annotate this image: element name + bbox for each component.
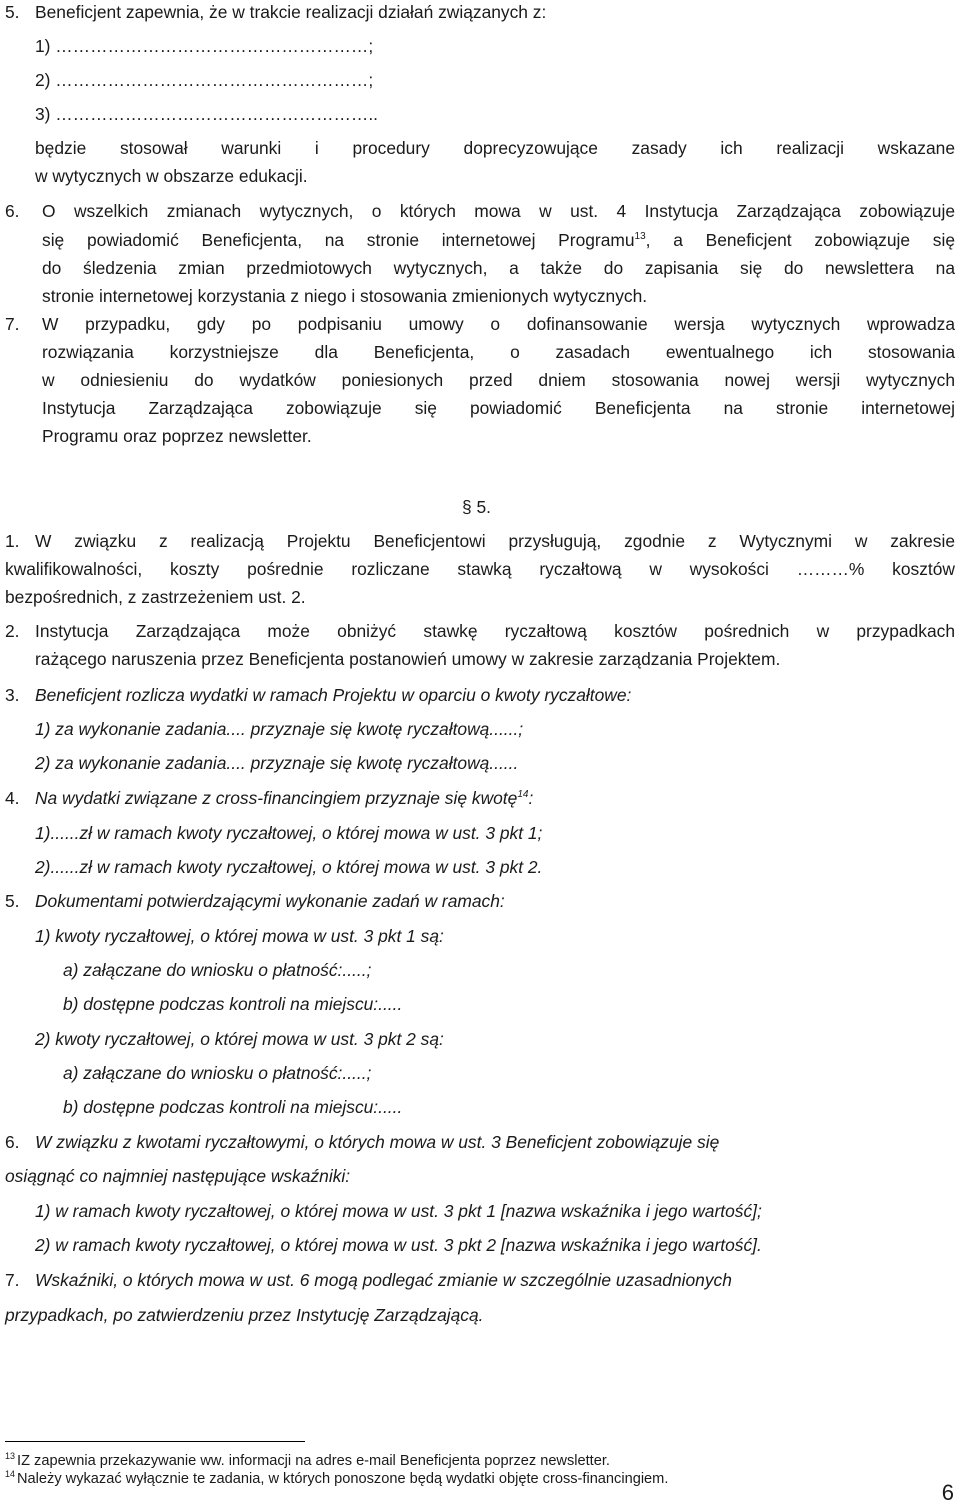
s5-point-5-item-1a: a) załączane do wniosku o płatność:.....; [63, 960, 372, 980]
s5-point-5-item-2b: b) dostępne podczas kontroli na miejscu:..... [63, 1097, 403, 1117]
footnote-13: $^{13}$ IZ zapewnia przekazywanie ww. informacji na adres e-mail Beneficjenta poprzez newsletter. [5, 1451, 610, 1469]
point-7-line-5: Programu oraz poprzez newsletter. [42, 426, 312, 446]
s5-point-6-line-2: osiągnąć co najmniej następujące wskaźniki: [5, 1166, 351, 1186]
point-5-text: Beneficjent zapewnia, że w trakcie realizacji działań związanych z: [35, 2, 547, 22]
s5-point-1-line-2: kwalifikowalności, koszty pośrednie rozliczane stawką ryczałtową w wysokości ………% kosztów [5, 559, 955, 579]
point-7-number: 7. [5, 314, 20, 334]
section-heading: § 5. [462, 497, 492, 517]
s5-point-7-line-1: Wskaźniki, o których mowa w ust. 6 mogą podlegać zmianie w szczególnie uzasadnionych [35, 1270, 732, 1290]
point-6-line-2: się powiadomić Beneficjenta, na stronie internetowej Programu$^{13}$, a Beneficjent zobowiązuje się [42, 230, 955, 250]
s5-point-1-number: 1. [5, 531, 20, 551]
s5-point-5-item-2: 2) kwoty ryczałtowej, o której mowa w ust. 3 pkt 2 są: [35, 1029, 444, 1049]
footnote-14: $^{14}$ Należy wykazać wyłącznie te zadania, w których ponoszone będą wydatki objęte cross-financingiem. [5, 1469, 669, 1487]
point-5-after-line-1: będzie stosował warunki i procedury doprecyzowujące zasady ich realizacji wskazane [35, 138, 955, 158]
s5-point-4-item-1: 1)......zł w ramach kwoty ryczałtowej, o której mowa w ust. 3 pkt 1; [35, 823, 543, 843]
s5-point-1-line-1: W związku z realizacją Projektu Beneficjentowi przysługują, zgodnie z Wytycznymi w zakresie [35, 531, 955, 551]
footnote-ref-13: 13 [634, 231, 646, 242]
footnote-separator [5, 1441, 305, 1442]
point-5-item-3: 3) ……………………………………………….. [35, 104, 378, 124]
s5-point-2-line-1: Instytucja Zarządzająca może obniżyć stawkę ryczałtową kosztów pośrednich w przypadkach [35, 621, 955, 641]
s5-point-5-item-1b: b) dostępne podczas kontroli na miejscu:..... [63, 994, 403, 1014]
s5-point-7-number: 7. [5, 1270, 20, 1290]
s5-point-7-line-2: przypadkach, po zatwierdzeniu przez Instytucję Zarządzającą. [5, 1305, 484, 1325]
s5-point-3-item-1: 1) za wykonanie zadania.... przyznaje się kwotę ryczałtową......; [35, 719, 524, 739]
s5-point-6-line-1: W związku z kwotami ryczałtowymi, o których mowa w ust. 3 Beneficjent zobowiązuje się [35, 1132, 720, 1152]
point-7-line-4: Instytucja Zarządzająca zobowiązuje się powiadomić Beneficjenta na stronie internetowej [42, 398, 955, 418]
s5-point-5-item-2a: a) załączane do wniosku o płatność:.....; [63, 1063, 372, 1083]
s5-point-5-text: Dokumentami potwierdzającymi wykonanie zadań w ramach: [35, 891, 505, 911]
point-7-line-3: w odniesieniu do wydatków poniesionych przed dniem stosowania nowej wersji wytycznych [42, 370, 955, 390]
s5-point-2-line-2: rażącego naruszenia przez Beneficjenta postanowień umowy w zakresie zarządzania Projektem. [35, 649, 781, 669]
s5-point-5-item-1: 1) kwoty ryczałtowej, o której mowa w ust. 3 pkt 1 są: [35, 926, 444, 946]
point-5-number: 5. [5, 2, 20, 22]
s5-point-3-number: 3. [5, 685, 20, 705]
point-6-number: 6. [5, 201, 20, 221]
s5-point-6-item-1: 1) w ramach kwoty ryczałtowej, o której mowa w ust. 3 pkt 1 [nazwa wskaźnika i jego wartość]; [35, 1201, 762, 1221]
s5-point-5-number: 5. [5, 891, 20, 911]
point-7-line-1: W przypadku, gdy po podpisaniu umowy o dofinansowanie wersja wytycznych wprowadza [42, 314, 955, 334]
s5-point-6-number: 6. [5, 1132, 20, 1152]
point-6-line-3: do śledzenia zmian przedmiotowych wytycznych, a także do zapisania się do newslettera na [42, 258, 955, 278]
s5-point-4-item-2: 2)......zł w ramach kwoty ryczałtowej, o której mowa w ust. 3 pkt 2. [35, 857, 543, 877]
s5-point-6-item-2: 2) w ramach kwoty ryczałtowej, o której mowa w ust. 3 pkt 2 [nazwa wskaźnika i jego wartość]. [35, 1235, 762, 1255]
s5-point-1-line-3: bezpośrednich, z zastrzeżeniem ust. 2. [5, 587, 306, 607]
point-5-item-2: 2) ………………………………………………; [35, 70, 374, 90]
s5-point-2-number: 2. [5, 621, 20, 641]
s5-point-3-text: Beneficjent rozlicza wydatki w ramach Projektu w oparciu o kwoty ryczałtowe: [35, 685, 632, 705]
point-6-line-4: stronie internetowej korzystania z niego i stosowania zmienionych wytycznych. [42, 286, 648, 306]
point-5-after-line-2: w wytycznych w obszarze edukacji. [35, 166, 308, 186]
s5-point-4-text: Na wydatki związane z cross-financingiem przyznaje się kwotę$^{14}$: [35, 788, 534, 808]
page-number: 6 [941, 1480, 954, 1505]
point-6-line-1: O wszelkich zmianach wytycznych, o których mowa w ust. 4 Instytucja Zarządzająca zobowiązuje [42, 201, 955, 221]
point-5-item-1: 1) ………………………………………………; [35, 36, 374, 56]
s5-point-3-item-2: 2) za wykonanie zadania.... przyznaje się kwotę ryczałtową...... [35, 753, 519, 773]
footnote-ref-14: 14 [517, 789, 529, 800]
point-7-line-2: rozwiązania korzystniejsze dla Beneficjenta, o zasadach ewentualnego ich stosowania [42, 342, 955, 362]
s5-point-4-number: 4. [5, 788, 20, 808]
